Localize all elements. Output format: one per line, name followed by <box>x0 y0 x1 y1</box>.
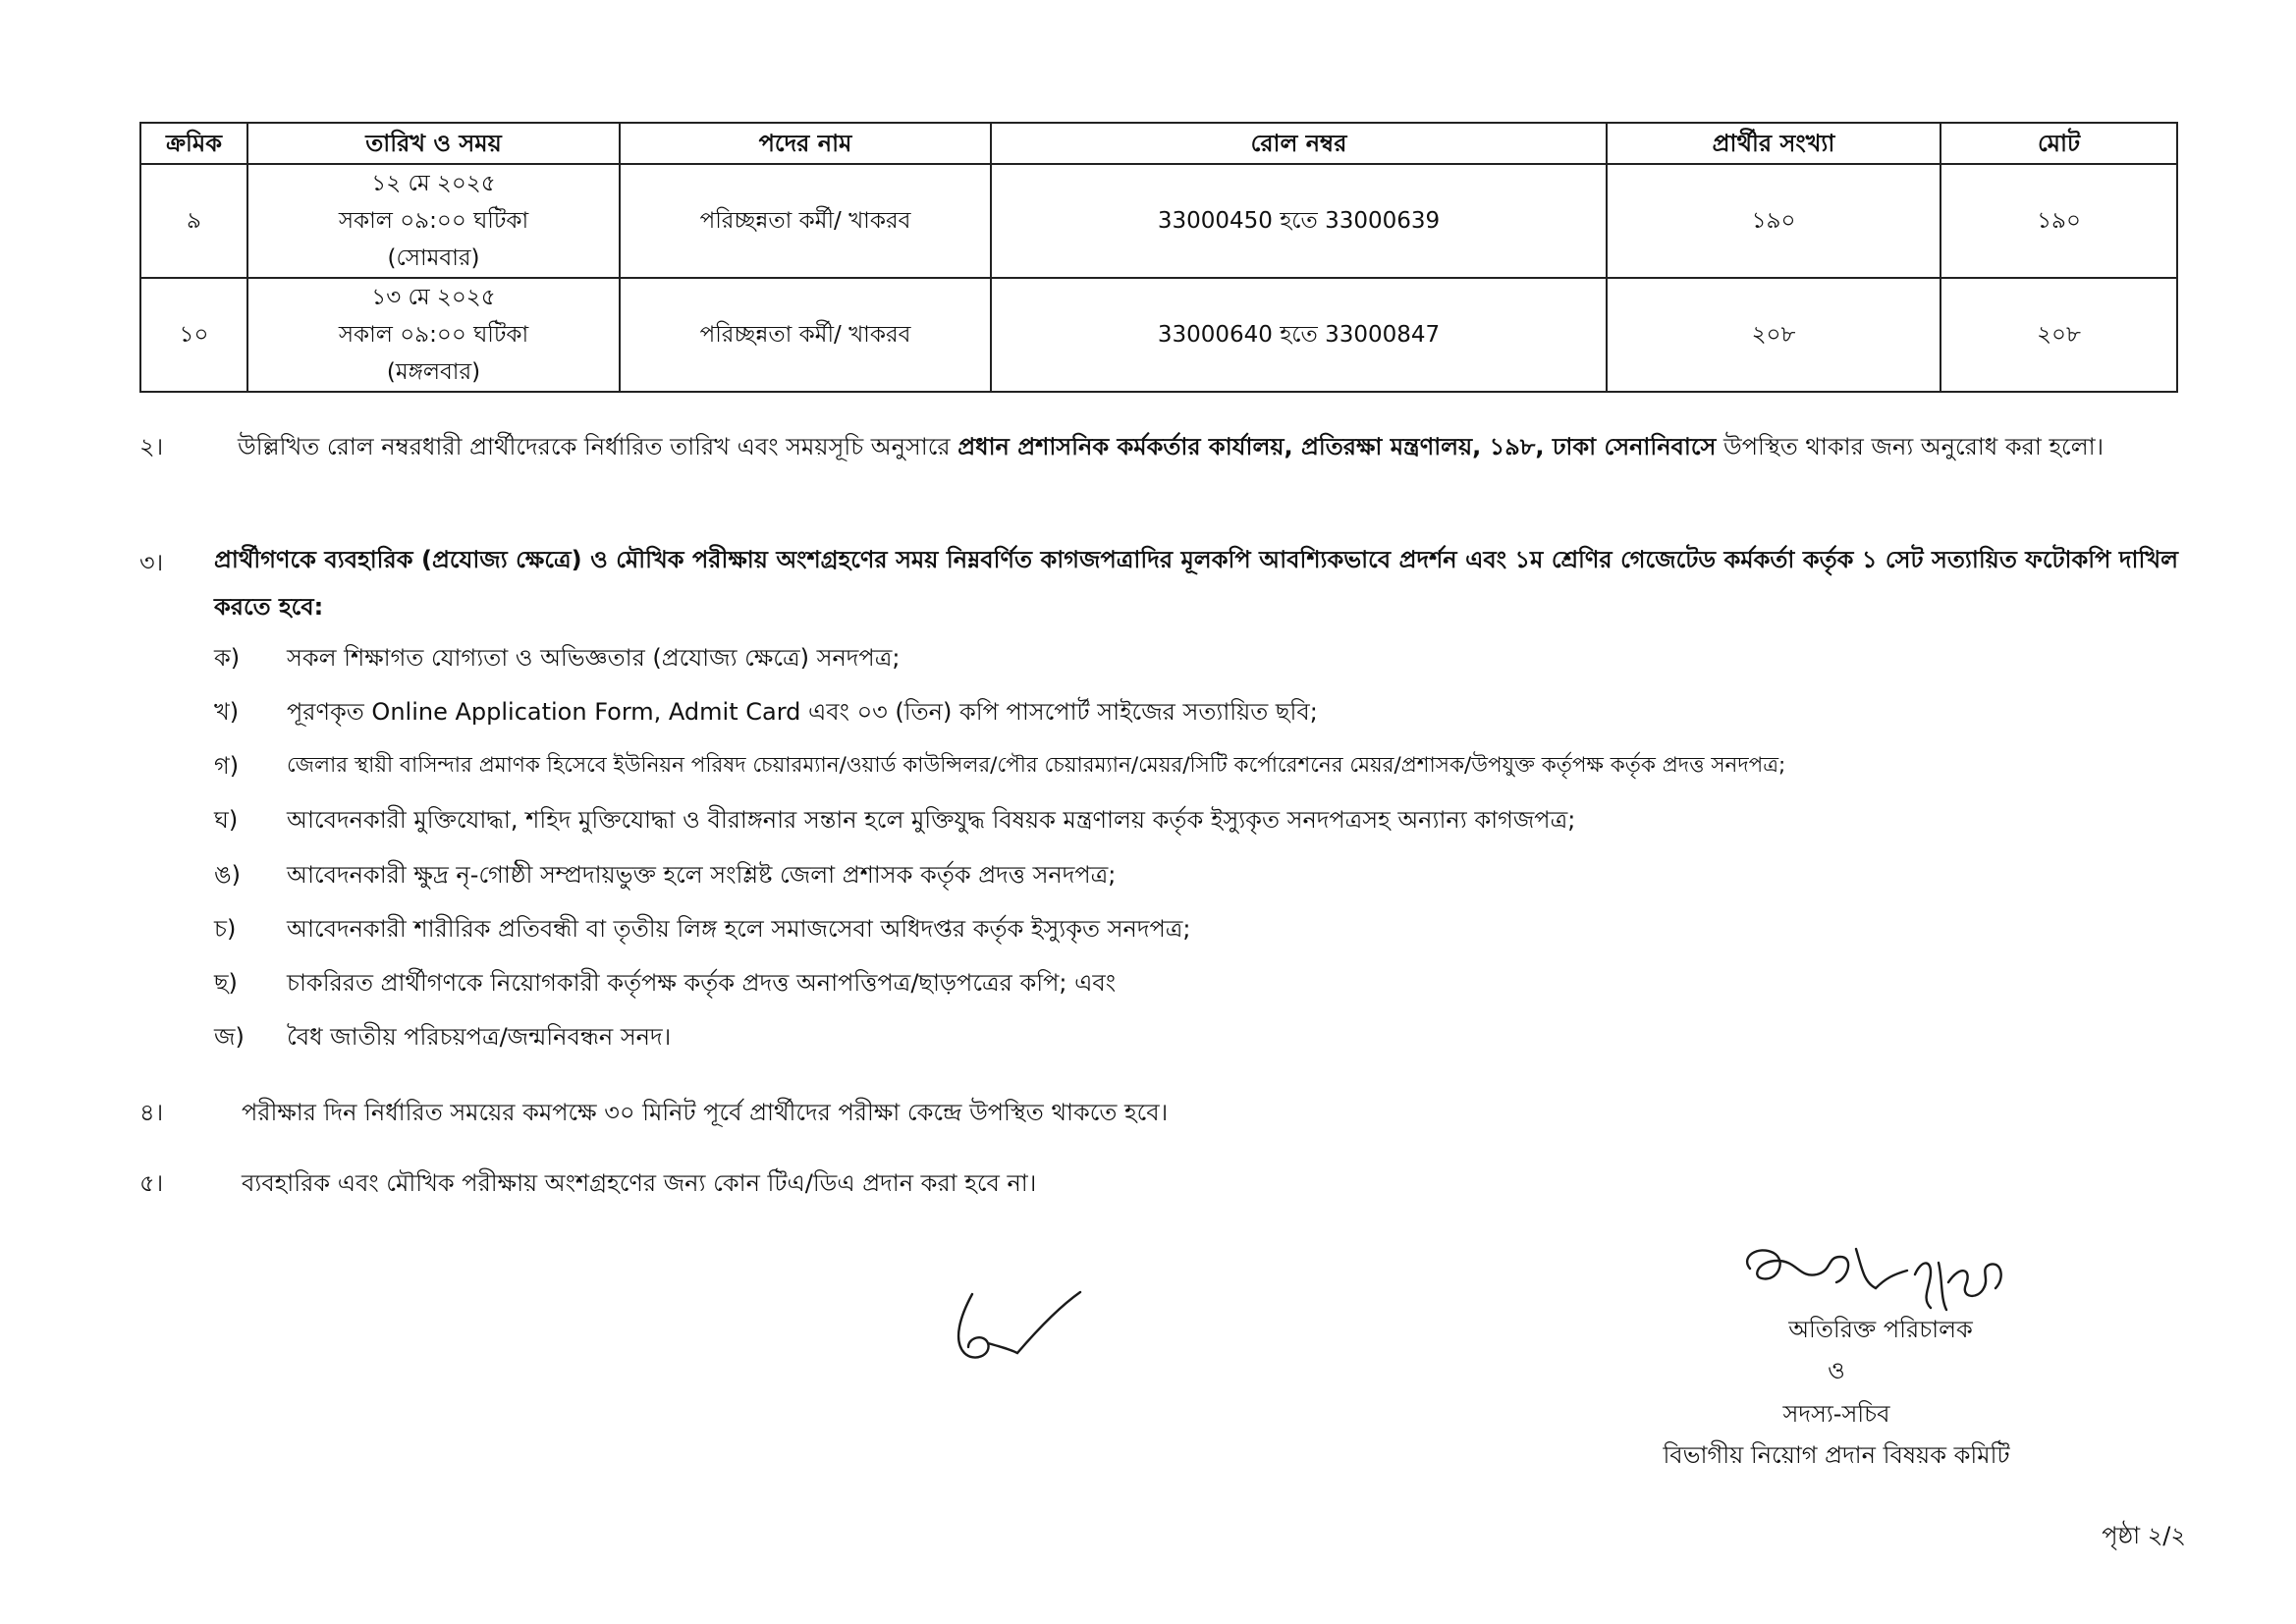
header-total: মোট <box>1941 123 2177 164</box>
paragraph-3 <box>139 536 2178 644</box>
cell-count: ২০৮ <box>1607 278 1941 392</box>
header-serial: ক্রমিক <box>140 123 247 164</box>
paragraph-5-number: ৫। <box>139 1169 164 1197</box>
list-item-label: ক) <box>214 644 241 672</box>
list-item-label: খ) <box>214 698 240 726</box>
list-item <box>214 1017 2178 1056</box>
paragraph-4 <box>139 1093 2178 1132</box>
cell-time: সকাল ০৯:০০ ঘটিকা <box>338 208 529 234</box>
cell-date: ১৩ মে ২০২৫ <box>371 285 496 310</box>
list-item <box>214 963 2178 1002</box>
cell-count: ১৯০ <box>1607 164 1941 278</box>
page-number: পৃষ্ঠা ২/২ <box>2102 1522 2186 1549</box>
paragraph-3-text: প্রার্থীগণকে ব্যবহারিক (প্রযোজ্য ক্ষেত্রে) ও মৌখিক পরীক্ষায় অংশগ্রহণের সময় নিম্নবর্ণিত কাগজপত্রাদির মূলকপি আবশ্যিকভাবে প্রদর্শন এবং ১ম শ্রেণির গেজেটেড কর্মকর্তা কর্তৃক ১ সেট সত্যায়িত ফটোকপি দাখিল করতে হবে: <box>214 546 2178 621</box>
paragraph-2-text-a: উল্লিখিত রোল নম্বরধারী প্রার্থীদেরকে নির্ধারিত তারিখ এবং সময়সূচি অনুসারে <box>238 433 958 460</box>
table-row <box>140 164 2177 278</box>
list-item-text: আবেদনকারী শারীরিক প্রতিবন্ধী বা তৃতীয় লিঙ্গ হলে সমাজসেবা অধিদপ্তর কর্তৃক ইস্যুকৃত সনদপত্র; <box>287 915 1191 943</box>
list-item-label: গ) <box>214 752 240 780</box>
paragraph-4-text: পরীক্ষার দিন নির্ধারিত সময়ের কমপক্ষে ৩০ মিনিট পূর্বে প্রার্থীদের পরীক্ষা কেন্দ্রে উপস্থিত থাকতে হবে। <box>242 1099 1169 1126</box>
signatory-role: সদস্য-সচিব <box>1782 1400 1890 1428</box>
cell-post: পরিচ্ছন্নতা কর্মী/ খাকরব <box>620 278 991 392</box>
cell-total: ২০৮ <box>1941 278 2177 392</box>
paragraph-5-text: ব্যবহারিক এবং মৌখিক পরীক্ষায় অংশগ্রহণের জন্য কোন টিএ/ডিএ প্রদান করা হবে না। <box>242 1169 1037 1197</box>
list-item <box>214 800 2178 839</box>
list-item <box>214 638 2178 677</box>
cell-roll: 33000640 হতে 33000847 <box>991 278 1607 392</box>
table-row <box>140 278 2177 392</box>
cell-time: সকাল ০৯:০০ ঘটিকা <box>338 322 529 348</box>
paragraph-5 <box>139 1164 2178 1203</box>
list-item-text: চাকরিরত প্রার্থীগণকে নিয়োগকারী কর্তৃপক্ষ কর্তৃক প্রদত্ত অনাপত্তিপত্র/ছাড়পত্রের কপি; এবং <box>287 969 1117 997</box>
schedule-table <box>139 122 2178 393</box>
paragraph-2 <box>139 420 2178 528</box>
cell-date-time <box>247 164 620 278</box>
list-item <box>214 692 2178 731</box>
header-post-name: পদের নাম <box>620 123 991 164</box>
header-date-time: তারিখ ও সময় <box>247 123 620 164</box>
cell-serial: ১০ <box>140 278 247 392</box>
list-item-label: জ) <box>214 1023 245 1051</box>
list-item-label: ছ) <box>214 969 238 997</box>
list-item-label: ঙ) <box>214 861 241 889</box>
cell-day: (সোমবার) <box>387 245 480 271</box>
cell-roll: 33000450 হতে 33000639 <box>991 164 1607 278</box>
table-header-row <box>140 123 2177 164</box>
list-item-text: সকল শিক্ষাগত যোগ্যতা ও অভিজ্ঞতার (প্রযোজ্য ক্ষেত্রে) সনদপত্র; <box>287 644 901 672</box>
header-roll-number: রোল নম্বর <box>991 123 1607 164</box>
list-item-text: পূরণকৃত Online Application Form, Admit Card এবং ০৩ (তিন) কপি পাসপোর্ট সাইজের সত্যায়িত ছবি; <box>287 698 1318 726</box>
list-item <box>214 909 2178 948</box>
list-item-text: আবেদনকারী মুক্তিযোদ্ধা, শহিদ মুক্তিযোদ্ধা ও বীরাঙ্গনার সন্তান হলে মুক্তিযুদ্ধ বিষয়ক মন্ত্রণালয় কর্তৃক ইস্যুকৃত সনদপত্রসহ অন্যান্য কাগজপত্র; <box>287 806 1576 834</box>
list-item <box>214 855 2178 894</box>
list-item <box>214 746 2178 785</box>
cell-day: (মঙ্গলবার) <box>386 359 481 385</box>
signatory-designation: অতিরিক্ত পরিচালক <box>1788 1316 1973 1343</box>
cell-serial: ৯ <box>140 164 247 278</box>
list-item-label: ঘ) <box>214 806 239 834</box>
paragraph-4-number: ৪। <box>139 1099 164 1126</box>
cell-date-time <box>247 278 620 392</box>
list-item-label: চ) <box>214 915 237 943</box>
cell-total: ১৯০ <box>1941 164 2177 278</box>
signatory-committee: বিভাগীয় নিয়োগ প্রদান বিষয়ক কমিটি <box>1663 1441 2010 1469</box>
list-item-text: বৈধ জাতীয় পরিচয়পত্র/জন্মনিবন্ধন সনদ। <box>287 1023 672 1051</box>
paragraph-2-venue: প্রধান প্রশাসনিক কর্মকর্তার কার্যালয়, প্রতিরক্ষা মন্ত্রণালয়, ১৯৮, ঢাকা সেনানিবাসে <box>957 433 1717 460</box>
paragraph-2-text <box>238 420 2178 473</box>
cell-date: ১২ মে ২০২৫ <box>371 171 496 196</box>
cell-post: পরিচ্ছন্নতা কর্মী/ খাকরব <box>620 164 991 278</box>
signature-block <box>1630 1310 2043 1475</box>
list-item-text: জেলার স্থায়ী বাসিন্দার প্রমাণক হিসেবে ইউনিয়ন পরিষদ চেয়ারম্যান/ওয়ার্ড কাউন্সিলর/পৌর চেয়ারম্যান/মেয়র/সিটি কর্পোরেশনের মেয়র/প্রশাসক/উপযুক্ত কর্তৃপক্ষ কর্তৃক প্রদত্ত সনদপত্র; <box>287 753 1786 778</box>
handwritten-initials <box>953 1286 1090 1365</box>
header-candidate-count: প্রার্থীর সংখ্যা <box>1607 123 1941 164</box>
paragraph-2-number: ২। <box>139 433 164 460</box>
signatory-conjunction: ও <box>1828 1357 1845 1384</box>
paragraph-2-text-b: উপস্থিত থাকার জন্য অনুরোধ করা হলো। <box>1716 433 2105 460</box>
paragraph-3-number: ৩। <box>139 549 164 576</box>
list-item-text: আবেদনকারী ক্ষুদ্র নৃ-গোষ্ঠী সম্প্রদায়ভুক্ত হলে সংশ্লিষ্ট জেলা প্রশাসক কর্তৃক প্রদত্ত সনদপত্র; <box>287 861 1117 889</box>
